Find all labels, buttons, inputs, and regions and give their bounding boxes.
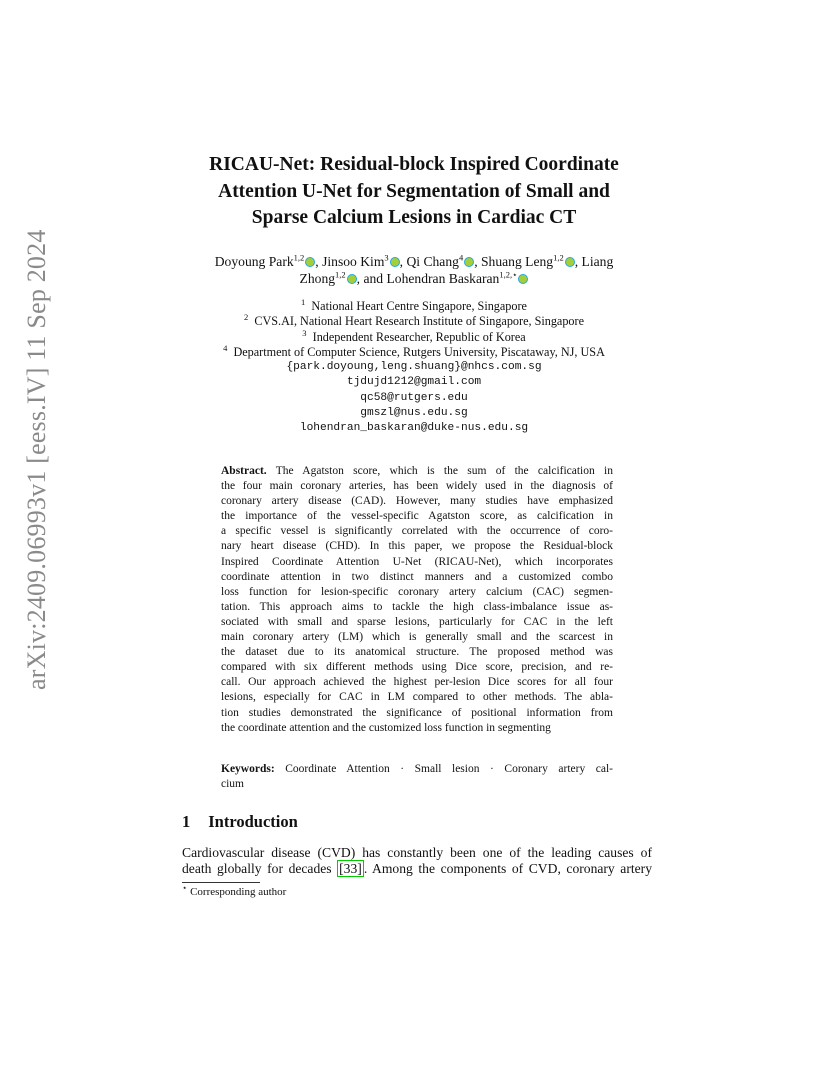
author-name: Doyoung Park [214, 254, 294, 269]
citation-link[interactable]: [33] [339, 861, 362, 877]
affiliation: $^1$ National Heart Centre Singapore, Singapore [301, 296, 527, 313]
paper-title [150, 152, 678, 232]
author-affil-sup: 1,2 [335, 269, 346, 280]
orcid-icon[interactable] [347, 274, 357, 284]
affiliation: $^2$ CVS.AI, National Heart Research Institute of Singapore, Singapore [243, 312, 584, 329]
abstract [221, 464, 613, 736]
author-name: , Jinsoo Kim [315, 254, 385, 269]
keywords-label: Keywords: [221, 763, 275, 775]
footnote-mark: ⋆ [182, 882, 188, 893]
abstract-line: main coronary artery (LM) which is generally small and the scarcest in [221, 631, 613, 644]
footnote [182, 882, 287, 898]
keywords [221, 762, 613, 792]
orcid-icon[interactable] [305, 257, 315, 267]
abstract-line: the dataset due to its anatomical structure. The proposed method was [221, 646, 613, 659]
abstract-label: Abstract. [221, 465, 267, 477]
author-line [190, 253, 638, 270]
author-name: , Shuang Leng [474, 254, 554, 269]
abstract-line: loss function for lesion-specific coronary artery calcium (CAC) segmen- [221, 585, 613, 598]
author-name: , Qi Chang [399, 254, 459, 269]
author-line [190, 270, 638, 287]
affiliations [150, 296, 678, 437]
abstract-line: the coordinate attention and the customized loss function in segmenting [221, 721, 551, 734]
section-title: Introduction [208, 812, 298, 831]
email[interactable]: {park.doyoung,leng.shuang}@nhcs.com.sg [286, 361, 542, 374]
abstract-line: compared with six different methods using Dice score, precision, and re- [221, 661, 613, 674]
orcid-icon[interactable] [565, 257, 575, 267]
affiliation: $^4$ Department of Computer Science, Rutgers University, Piscataway, NJ, USA [223, 342, 605, 359]
author-list [190, 253, 638, 287]
abstract-line: tion studies demonstrated the significance of positional information from [221, 706, 613, 719]
title-line: Attention U-Net for Segmentation of Small and [218, 180, 610, 202]
author-affil-sup: 1,2,⋆ [499, 269, 518, 280]
author-name: , and Lohendran Baskaran [356, 271, 500, 286]
abstract-line: sociated with small and sparse lesions, particularly for CAC in the left [221, 615, 613, 628]
title-line: RICAU-Net: Residual-block Inspired Coordinate [209, 154, 619, 175]
abstract-line: lesions, especially for CAC in LM compared to other methods. The abla- [221, 691, 613, 704]
section-number: 1 [182, 812, 191, 831]
abstract-line: a specific vessel is significantly correlated with the occurrence of coro- [221, 525, 613, 538]
keywords-line: cium [221, 778, 244, 791]
abstract-line: coronary artery disease (CAD). However, many studies have emphasized [221, 495, 613, 508]
arxiv-identifier: arXiv:2409.06993v1 [eess.IV] 11 Sep 2024 [22, 229, 51, 690]
title-line: Sparse Calcium Lesions in Cardiac CT [251, 207, 577, 228]
abstract-line: tation. This approach aims to tackle the high class-imbalance issue as- [221, 600, 613, 613]
author-affil-sup: 1,2 [293, 252, 305, 263]
footnote-text: Corresponding author [190, 886, 287, 898]
author-affil-sup: 4 [458, 252, 464, 263]
footnote-rule [182, 882, 260, 883]
abstract-line: the importance of the vessel-specific Agatston score, as calcification in [221, 510, 613, 523]
abstract-line: nary heart disease (CHD). In this paper, we propose the Residual-block [221, 540, 613, 553]
affiliation: $^3$ Independent Researcher, Republic of Korea [302, 327, 526, 344]
body-line: Cardiovascular disease (CVD) has constantly been one of the leading causes of [182, 845, 652, 860]
abstract-line: coordinate attention in two distinct manners and a customized combo [221, 570, 613, 583]
email[interactable]: tjdujd1212@gmail.com [346, 376, 482, 389]
abstract-line: the four main coronary arteries, has been widely used in the diagnosis of [221, 480, 613, 493]
abstract-line: Inspired Coordinate Attention U-Net (RICAU-Net), which incorporates [221, 555, 613, 568]
email[interactable]: lohendran_baskaran@duke-nus.edu.sg [299, 422, 529, 435]
keywords-line: Keywords: Coordinate Attention · Small lesion · Coronary artery cal- [221, 763, 613, 775]
author-name: Zhong [299, 271, 336, 286]
author-name: , Liang [574, 254, 614, 269]
section-heading [182, 812, 298, 832]
email[interactable]: qc58@rutgers.edu [360, 391, 468, 404]
author-affil-sup: 1,2 [553, 252, 564, 263]
orcid-icon[interactable] [464, 257, 474, 267]
orcid-icon[interactable] [390, 257, 400, 267]
body-line: death globally for decades [33] . Among the components of CVD, coronary artery [182, 861, 652, 877]
abstract-line: Abstract. The Agatston score, which is the sum of the calcification in [221, 465, 613, 477]
email[interactable]: gmszl@nus.edu.sg [360, 407, 468, 420]
body-text [182, 845, 652, 878]
author-affil-sup: 3 [384, 252, 389, 263]
orcid-icon[interactable] [518, 274, 528, 284]
abstract-line: call. Our approach achieved the highest per-lesion Dice scores for all four [221, 676, 613, 689]
